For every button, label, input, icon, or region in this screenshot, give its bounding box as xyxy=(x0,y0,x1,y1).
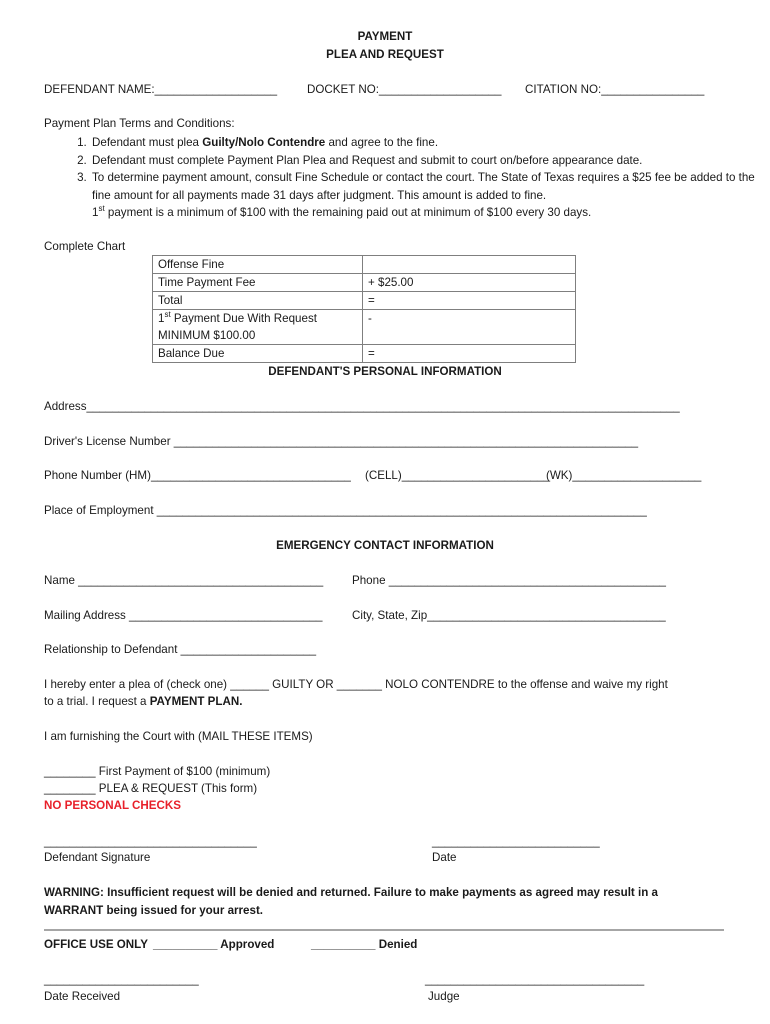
emergency-name-field[interactable]: Name ______________________________________ xyxy=(44,574,324,587)
relationship-field[interactable]: Relationship to Defendant _____________________ xyxy=(44,643,317,656)
terms-item-3 xyxy=(90,169,770,222)
terms-item-1 xyxy=(90,134,770,152)
defendant-signature-line[interactable]: _________________________________ xyxy=(44,835,257,848)
judge-label: Judge xyxy=(428,990,460,1003)
signature-date-label: Date xyxy=(432,851,457,864)
terms-item-1-bold: Guilty/Nolo Contendre xyxy=(202,136,326,149)
chart-cell-value[interactable]: - xyxy=(363,310,576,345)
terms-item-1-end: and agree to the fine. xyxy=(325,136,439,149)
terms-item-3-text: To determine payment amount, consult Fine Schedule or contact the court. The State of Texas requires a $25 fee be added to the fine amount for all payments made 31 days after judgment. This amount is added to fine. xyxy=(92,171,755,202)
terms-item-2 xyxy=(90,152,770,170)
chart-cell-label: Offense Fine xyxy=(153,256,363,274)
plea-statement[interactable]: I hereby enter a plea of (check one) ______ GUILTY OR _______ NOLO CONTENDRE to the offense and waive my right xyxy=(44,678,668,691)
terms-item-1-text: Defendant must plea xyxy=(92,136,203,149)
furnishing-intro: I am furnishing the Court with (MAIL THESE ITEMS) xyxy=(44,730,313,743)
chart-cell-label: Balance Due xyxy=(153,345,363,363)
chart-row xyxy=(153,274,576,292)
chart-label-sup: st xyxy=(164,310,171,320)
chart-cell-label: Total xyxy=(153,292,363,310)
office-use-heading: OFFICE USE ONLY xyxy=(44,938,148,951)
emergency-heading: EMERGENCY CONTACT INFORMATION xyxy=(276,539,494,552)
terms-item-3-line2: payment is a minimum of $100 with the remaining paid out at minimum of $100 every 30 days. xyxy=(104,206,592,220)
terms-list xyxy=(44,134,770,222)
city-state-zip-field[interactable]: City, State, Zip_____________________________________ xyxy=(352,609,666,622)
terms-item-3-num: 1 xyxy=(92,206,99,220)
terms-heading: Payment Plan Terms and Conditions: xyxy=(44,117,235,130)
date-received-line[interactable]: ________________________ xyxy=(44,973,199,986)
date-received-label: Date Received xyxy=(44,990,121,1003)
chart-label: Complete Chart xyxy=(44,240,126,253)
defendant-name-field[interactable]: DEFENDANT NAME:___________________ xyxy=(44,83,278,96)
phone-cell-field[interactable]: (CELL)_______________________ xyxy=(365,469,551,482)
plea-statement-line2 xyxy=(44,695,242,708)
phone-work-field[interactable]: (WK)____________________ xyxy=(546,469,702,482)
chart-row xyxy=(153,345,576,363)
chart-label-text: Payment Due With Request xyxy=(170,312,317,325)
employment-field[interactable]: Place of Employment ____________________________________________________________________________ xyxy=(44,504,647,517)
signature-date-line[interactable]: __________________________ xyxy=(432,835,600,848)
first-payment-check[interactable]: ________ First Payment of $100 (minimum) xyxy=(44,765,271,778)
mailing-address-field[interactable]: Mailing Address ______________________________ xyxy=(44,609,323,622)
chart-cell-value[interactable]: + $25.00 xyxy=(363,274,576,292)
chart-cell-label: Time Payment Fee xyxy=(153,274,363,292)
docket-no-field[interactable]: DOCKET NO:___________________ xyxy=(307,83,502,96)
form-title-line2: PLEA AND REQUEST xyxy=(326,48,444,61)
warning-line2: WARRANT being issued for your arrest. xyxy=(44,904,264,917)
phone-home-field[interactable]: Phone Number (HM)_______________________________ xyxy=(44,469,351,482)
plea-request-check[interactable]: ________ PLEA & REQUEST (This form) xyxy=(44,782,258,795)
terms-item-2-text: Defendant must complete Payment Plan Plea and Request and submit to court on/before appearance date. xyxy=(92,153,643,167)
denied-field[interactable]: __________ Denied xyxy=(311,938,418,951)
chart-row xyxy=(153,310,576,345)
chart-cell-value[interactable]: = xyxy=(363,345,576,363)
form-title-line1: PAYMENT xyxy=(357,30,413,43)
defendant-signature-label: Defendant Signature xyxy=(44,851,151,864)
no-personal-checks-notice: NO PERSONAL CHECKS xyxy=(44,799,181,812)
citation-no-field[interactable]: CITATION NO:________________ xyxy=(525,83,705,96)
terms-item-3-sup: st xyxy=(98,204,105,214)
chart-label-num: 1 xyxy=(158,312,165,325)
office-divider xyxy=(44,929,724,931)
plea-text: to a trial. I request a xyxy=(44,695,150,708)
personal-info-heading: DEFENDANT'S PERSONAL INFORMATION xyxy=(268,365,502,378)
payment-chart xyxy=(152,255,576,363)
payment-plan-label: PAYMENT PLAN. xyxy=(149,695,243,708)
approved-field[interactable]: __________ Approved xyxy=(153,938,275,951)
chart-label-text-2: MINIMUM $100.00 xyxy=(158,329,256,342)
judge-signature-line[interactable]: __________________________________ xyxy=(425,973,645,986)
warning-line1: WARNING: Insufficient request will be denied and returned. Failure to make payments as agreed may result in a xyxy=(44,886,658,899)
drivers-license-field[interactable]: Driver's License Number ________________________________________________________________________ xyxy=(44,435,639,448)
chart-cell-value[interactable] xyxy=(363,256,576,274)
chart-row xyxy=(153,256,576,274)
address-field[interactable]: Address____________________________________________________________________________________________ xyxy=(44,400,680,413)
chart-cell-value[interactable]: = xyxy=(363,292,576,310)
chart-cell-label xyxy=(153,310,363,345)
chart-row xyxy=(153,292,576,310)
emergency-phone-field[interactable]: Phone ___________________________________________ xyxy=(352,574,667,587)
